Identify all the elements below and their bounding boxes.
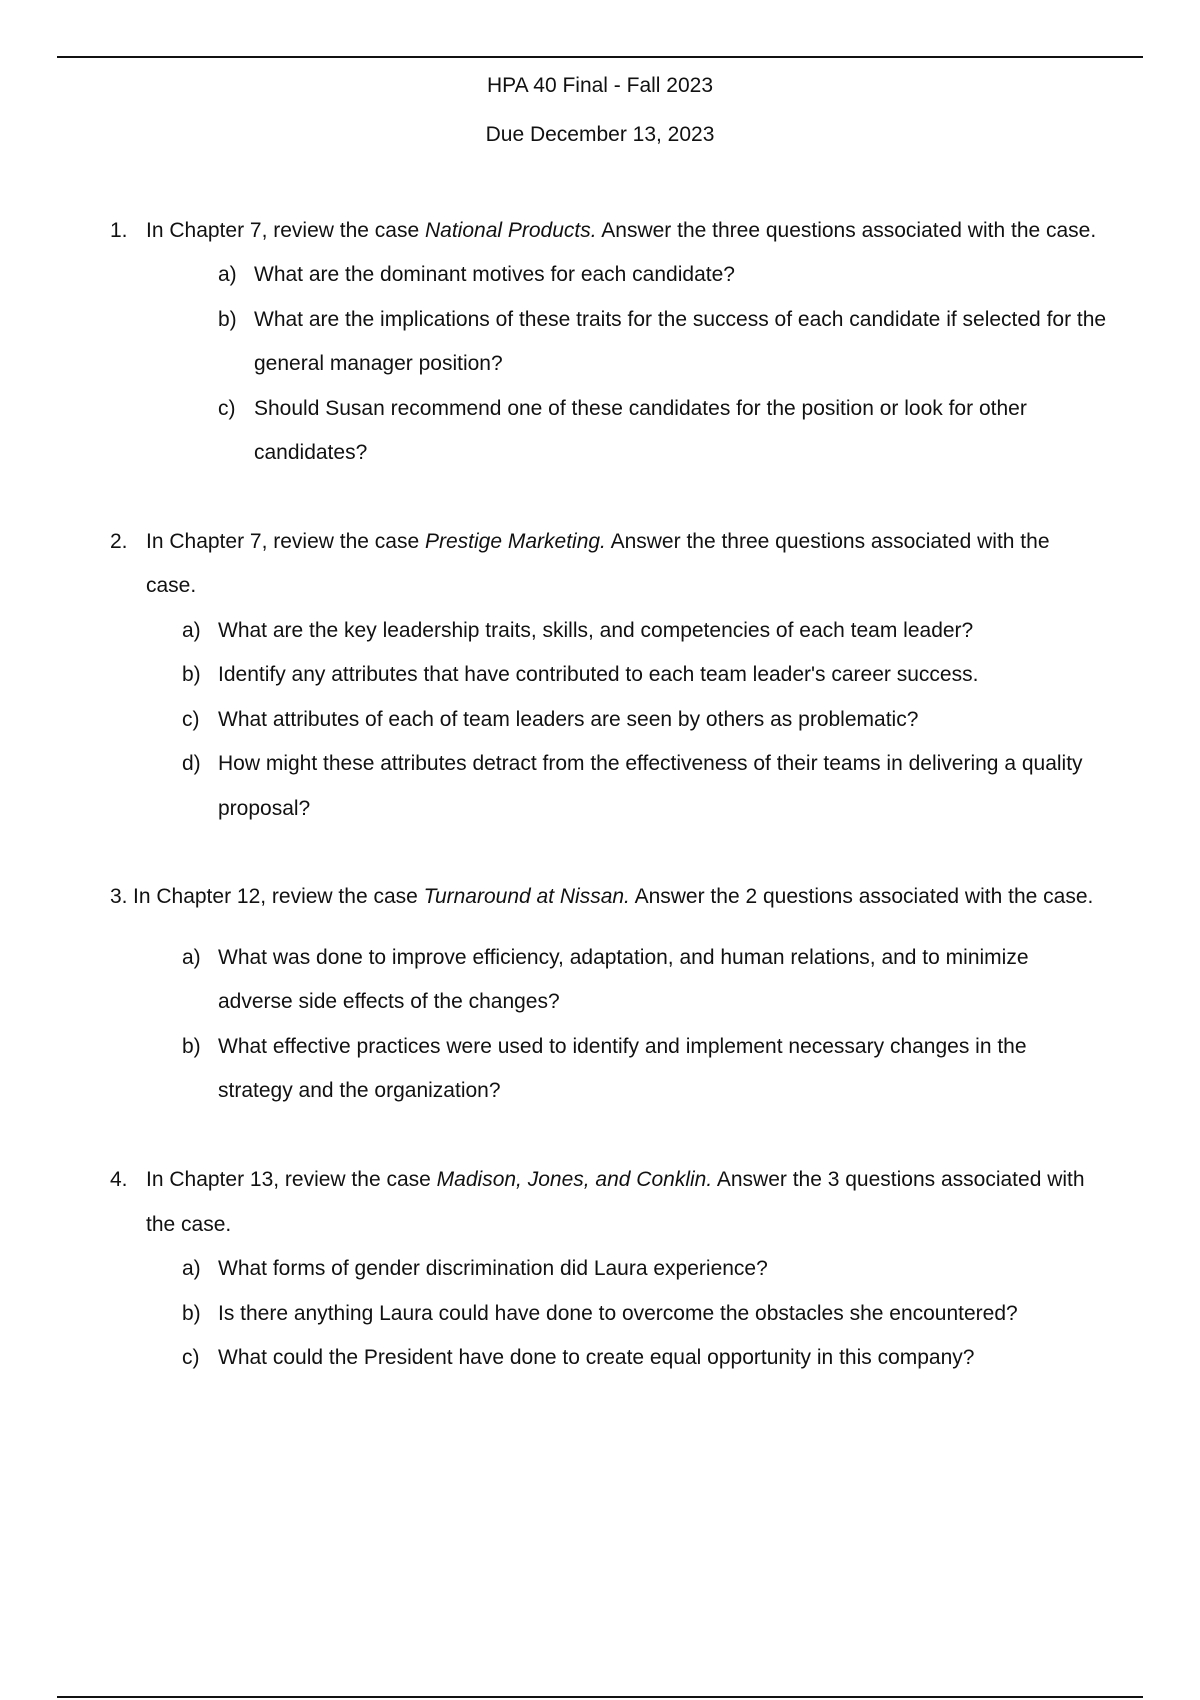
sub-question-label: b) <box>218 308 237 331</box>
sub-question-label: c) <box>182 708 200 731</box>
document-title: HPA 40 Final - Fall 2023 <box>486 74 714 97</box>
sub-question-label: a) <box>182 619 201 642</box>
sub-question-text: Is there anything Laura could have done to overcome the obstacles she encountered? <box>218 1302 1018 1325</box>
sub-question-text: What could the President have done to create equal opportunity in this company? <box>218 1346 975 1369</box>
case-title: Prestige Marketing. <box>424 530 606 553</box>
question-number: 4. <box>110 1168 128 1191</box>
sub-question-label: c) <box>182 1346 200 1369</box>
sub-question-text-continued: adverse side effects of the changes? <box>218 990 560 1013</box>
question-text-continued: case. <box>146 574 197 597</box>
sub-question-label: b) <box>182 663 201 686</box>
sub-question-label: d) <box>182 752 201 775</box>
question-number: 1. <box>110 219 128 242</box>
sub-question-text: What effective practices were used to identify and implement necessary changes in the <box>218 1035 1027 1058</box>
sub-question-text: What forms of gender discrimination did Laura experience? <box>218 1257 768 1280</box>
sub-question-text: What are the implications of these traits for the success of each candidate if selected for the <box>254 308 1107 331</box>
case-title: Madison, Jones, and Conklin. <box>436 1168 713 1191</box>
case-title: National Products. <box>424 219 597 242</box>
case-title: Turnaround at Nissan. <box>423 885 630 908</box>
top-rule <box>57 56 1143 58</box>
sub-question-label: a) <box>182 1257 201 1280</box>
sub-question-text: Identify any attributes that have contributed to each team leader's career success. <box>218 663 979 686</box>
question-text-continued: the case. <box>146 1213 232 1236</box>
question-number: 2. <box>110 530 128 553</box>
sub-question-text: Should Susan recommend one of these candidates for the position or look for other <box>254 397 1027 420</box>
question-text: In Chapter 7, review the case National Products. Answer the three questions associated with the case. <box>146 219 1097 242</box>
question-number: 3. <box>110 885 128 908</box>
sub-question-text: What are the key leadership traits, skills, and competencies of each team leader? <box>218 619 974 642</box>
question-text: In Chapter 13, review the case Madison, Jones, and Conklin. Answer the 3 questions associated with <box>146 1168 1085 1191</box>
sub-question-text: What was done to improve efficiency, adaptation, and human relations, and to minimize <box>218 946 1029 969</box>
sub-question-text-continued: candidates? <box>254 441 368 464</box>
sub-question-label: c) <box>218 397 236 420</box>
question-text: In Chapter 12, review the case Turnaround at Nissan. Answer the 2 questions associated with the case. <box>133 885 1094 908</box>
sub-question-text: What are the dominant motives for each candidate? <box>254 263 735 286</box>
question-text: In Chapter 7, review the case Prestige Marketing. Answer the three questions associated with the <box>146 530 1050 553</box>
sub-question-label: b) <box>182 1302 201 1325</box>
sub-question-text-continued: proposal? <box>218 797 311 820</box>
sub-question-label: a) <box>218 263 237 286</box>
due-date: Due December 13, 2023 <box>485 123 715 146</box>
sub-question-label: a) <box>182 946 201 969</box>
sub-question-text: What attributes of each of team leaders are seen by others as problematic? <box>218 708 919 731</box>
sub-question-label: b) <box>182 1035 201 1058</box>
sub-question-text: How might these attributes detract from the effectiveness of their teams in delivering a quality <box>218 752 1083 775</box>
sub-question-text-continued: general manager position? <box>254 352 503 375</box>
sub-question-text-continued: strategy and the organization? <box>218 1079 501 1102</box>
bottom-rule <box>57 1696 1143 1698</box>
